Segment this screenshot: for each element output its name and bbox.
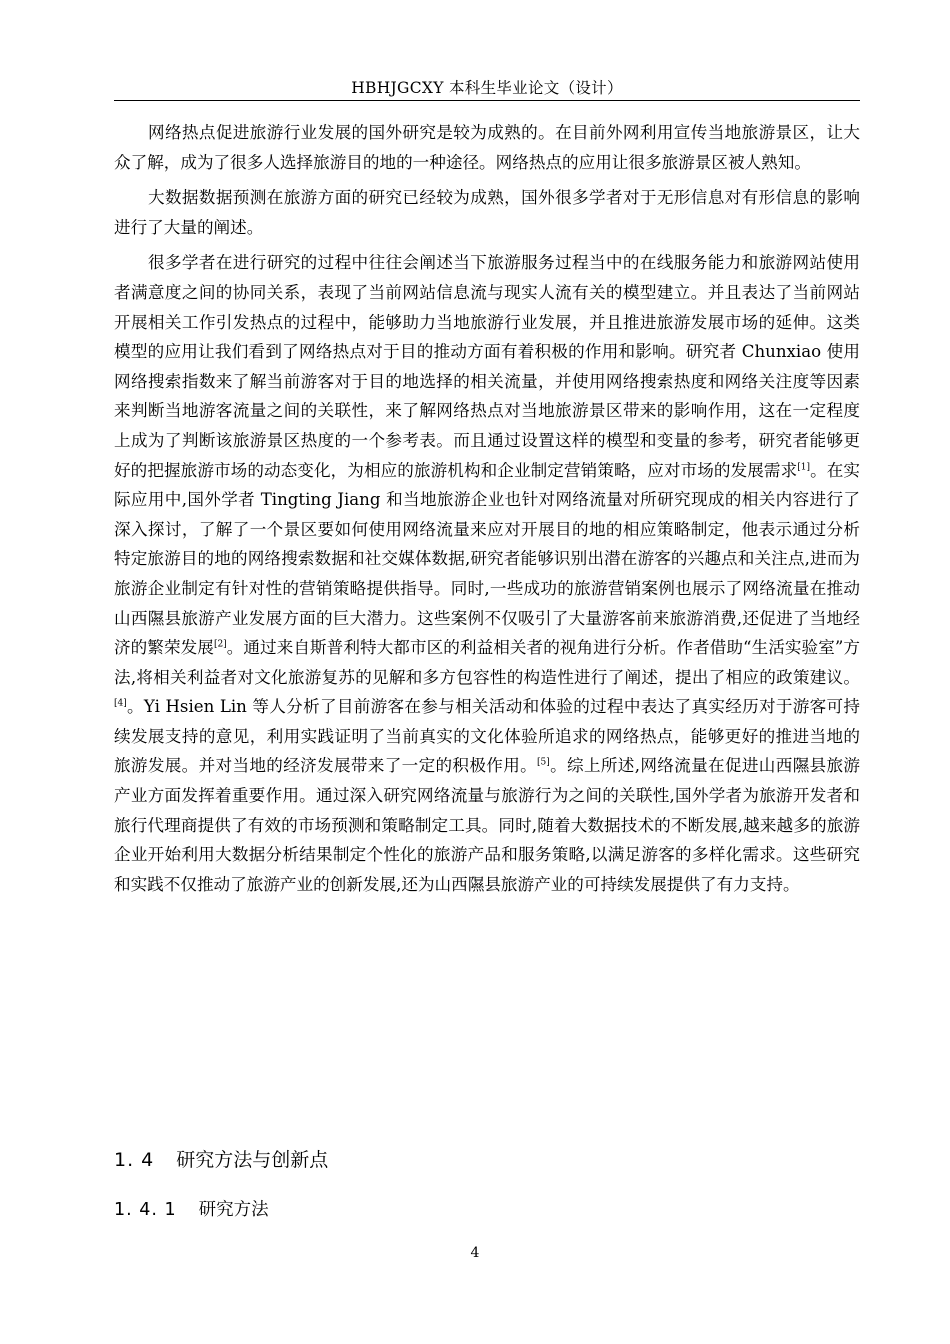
paragraph-segment: 。Yi Hsien Lin 等人分析了目前游客在参与相关活动和体验的过程中表达了真实经历对于游客可持续发展支持的意见，利用实践证明了当前真实的文化体验所追求的网络热点，能够更好的推进当地的旅游发展。并对当地的经济发展带来了一定的积极作用。 [114,697,860,776]
section-number: 1. 4 [114,1149,155,1171]
paragraph-foreign-research-intro: 网络热点促进旅游行业发展的国外研究是较为成熟的。在目前外网利用宣传当地旅游景区，让大众了解，成为了很多人选择旅游目的地的一种途径。网络热点的应用让很多旅游景区被人熟知。 [114,123,860,172]
citation-ref-2: [2] [213,639,227,650]
citation-ref-1: [1] [797,462,811,472]
header-rule [114,100,860,101]
section-title: 研究方法 [198,1200,269,1220]
paragraph-big-data-prediction: 大数据数据预测在旅游方面的研究已经较为成熟，国外很多学者对于无形信息对有形信息的影响进行了大量的阐述。 [114,188,860,237]
body-text [114,118,860,905]
section-heading-1-4-1 [114,1196,269,1224]
paragraph-segment: 。在实际应用中,国外学者 Tingting Jiang 和当地旅游企业也针对网络流量对所研究现成的相关内容进行了深入探讨，了解了一个景区要如何使用网络流量来应对开展目的地的相应策略制定，他表示通过分析特定旅游目的地的网络搜索数据和社交媒体数据,研究者能够识别出潜在游客的兴趣点和关注点,进而为旅游企业制定有针对性的营销策略提供指导。同时,一些成功的旅游营销案例也展示了网络流量在推动山西隰县旅游产业发展方面的巨大潜力。这些案例不仅吸引了大量游客前来旅游消费,还促进了当地经济的繁荣发展 [114,460,861,658]
paragraph-segment: 。综上所述,网络流量在促进山西隰县旅游产业方面发挥着重要作用。通过深入研究网络流量与旅游行为之间的关联性,国外学者为旅游开发者和旅行代理商提供了有效的市场预测和策略制定工具。同时,随着大数据技术的不断发展,越来越多的旅游企业开始利用大数据分析结果制定个性化的旅游产品和服务策略,以满足游客的多样化需求。这些研究和实践不仅推动了旅游产业的创新发展,还为山西隰县旅游产业的可持续发展提供了有力支持。 [114,756,860,894]
paragraph-scholar-studies [114,248,860,899]
citation-ref-5: [5] [537,757,550,768]
section-title: 研究方法与创新点 [176,1149,329,1171]
page-number: 4 [470,1245,480,1261]
paragraph-segment: 很多学者在进行研究的过程中往往会阐述当下旅游服务过程当中的在线服务能力和旅游网站使用者满意度之间的协同关系，表现了当前网站信息流与现实人流有关的模型建立。并且表达了当前网站开展相关工作引发热点的过程中，能够助力当地旅游行业发展，并且推进旅游发展市场的延伸。这类模型的应用让我们看到了网络热点对于目的推动方面有着积极的作用和影响。研究者 Chunxiao 使用网络搜索指数来了解当前游客对于目的地选择的相关流量，并使用网络搜索热度和网络关注度等因素来判断当地游客流量之间的关联性，来了解网络热点对当地旅游景区带来的影响作用，这在一定程度上成为了判断该旅游景区热度的一个参考表。而且通过设置这样的模型和变量的参考，研究者能够更好的把握旅游市场的动态变化，为相应的旅游机构和企业制定营销策略，应对市场的发展需求 [114,253,860,480]
page-header: HBHJGCXY 本科生毕业论文（设计） [351,79,623,97]
paragraph-segment: 。通过来自斯普利特大都市区的利益相关者的视角进行分析。作者借助“生活实验室”方法,将相关利益者对文化旅游复苏的见解和多方包容性的构造性进行了阐述，提出了相应的政策建议。 [114,638,861,687]
section-number: 1. 4. 1 [114,1200,177,1220]
section-heading-1-4 [114,1146,328,1174]
citation-ref-4: [4] [114,698,127,709]
